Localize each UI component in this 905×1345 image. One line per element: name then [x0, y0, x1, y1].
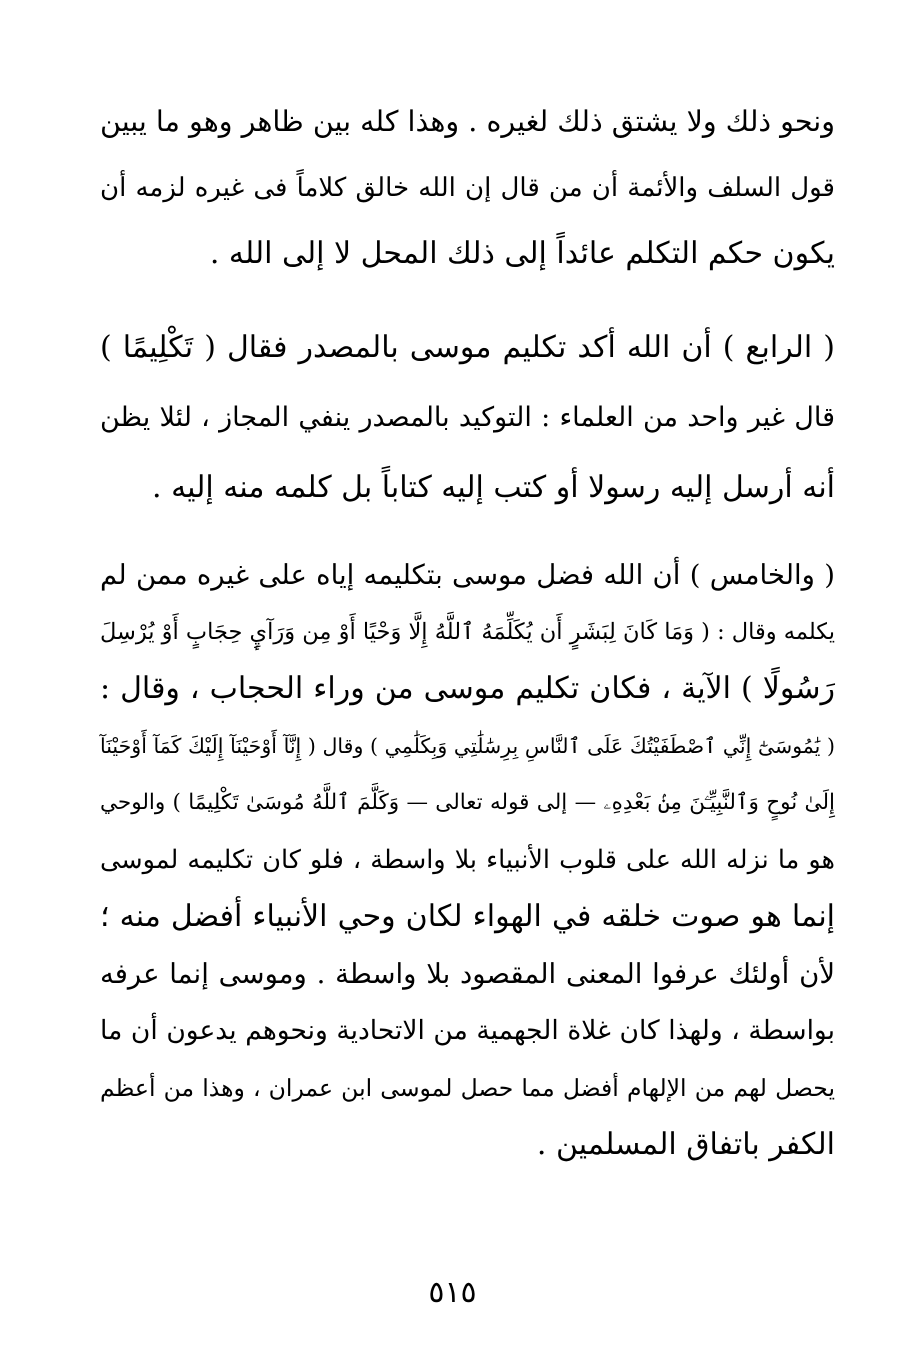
paragraph-3 — [100, 557, 835, 1184]
text-line-quran: ( يَٰمُوسَىٰٓ إِنِّي ٱصْطَفَيْتُكَ عَلَى ٱلنَّاسِ بِرِسَٰلَٰتِي وَبِكَلَٰمِي ) وقال ( إِنَّآ أَوْحَيْنَآ إِلَيْكَ كَمَآ أَوْحَيْنَآ — [100, 734, 835, 758]
text-line-quran: إِلَىٰ نُوحٍ وَٱلنَّبِيِّـۧنَ مِنۢ بَعْدِهِۦ — إلى قوله تعالى — وَكَلَّمَ ٱللَّهُ مُوسَىٰ تَكْلِيمًا ) والوحي — [100, 790, 835, 815]
paragraph-1 — [100, 104, 835, 302]
text-line: لأن أولئك عرفوا المعنى المقصود بلا واسطة . وموسى إنما عرفه — [100, 958, 835, 990]
text-line: بواسطة ، ولهذا كان غلاة الجهمية من الاتحادية ونحوهم يدعون أن ما — [100, 1015, 835, 1046]
text-line: قال غير واحد من العلماء : التوكيد بالمصدر ينفي المجاز ، لئلا يظن — [100, 402, 835, 433]
text-line: ونحو ذلك ولا يشتق ذلك لغيره . وهذا كله بين ظاهر وهو ما يبين — [100, 105, 835, 138]
text-line: يكون حكم التكلم عائداً إلى ذلك المحل لا إلى الله . — [209, 236, 835, 271]
text-line: ( والخامس ) أن الله فضل موسى بتكليمه إياه على غيره ممن لم — [100, 559, 835, 591]
text-line-quran: يكلمه وقال : ( وَمَا كَانَ لِبَشَرٍ أَن يُكَلِّمَهُ ٱللَّهُ إِلَّا وَحْيًا أَوْ مِن وَرَآيِٕ حِجَابٍ أَوْ يُرْسِلَ — [99, 619, 835, 645]
text-line: ( الرابع ) أن الله أكد تكليم موسى بالمصدر فقال ( تَكْلِيمًا ) — [100, 330, 835, 365]
text-line: أنه أرسل إليه رسولا أو كتب إليه كتاباً بل كلمه منه إليه . — [152, 470, 835, 505]
text-line: قول السلف والأئمة أن من قال إن الله خالق كلاماً فى غيره لزمه أن — [100, 173, 835, 203]
page-number: ٥١٥ — [428, 1275, 477, 1310]
text-line: الكفر باتفاق المسلمين . — [536, 1127, 835, 1162]
text-line: يحصل لهم من الإلهام أفضل مما حصل لموسى ابن عمران ، وهذا من أعظم — [100, 1074, 835, 1102]
text-line: إنما هو صوت خلقه في الهواء لكان وحي الأنبياء أفضل منه ؛ — [100, 899, 835, 934]
text-line: رَسُولًا ) الآية ، فكان تكليم موسى من وراء الحجاب ، وقال : — [100, 671, 835, 706]
text-line: هو ما نزله الله على قلوب الأنبياء بلا واسطة ، فلو كان تكليمه لموسى — [100, 845, 835, 875]
paragraph-2 — [100, 330, 835, 540]
